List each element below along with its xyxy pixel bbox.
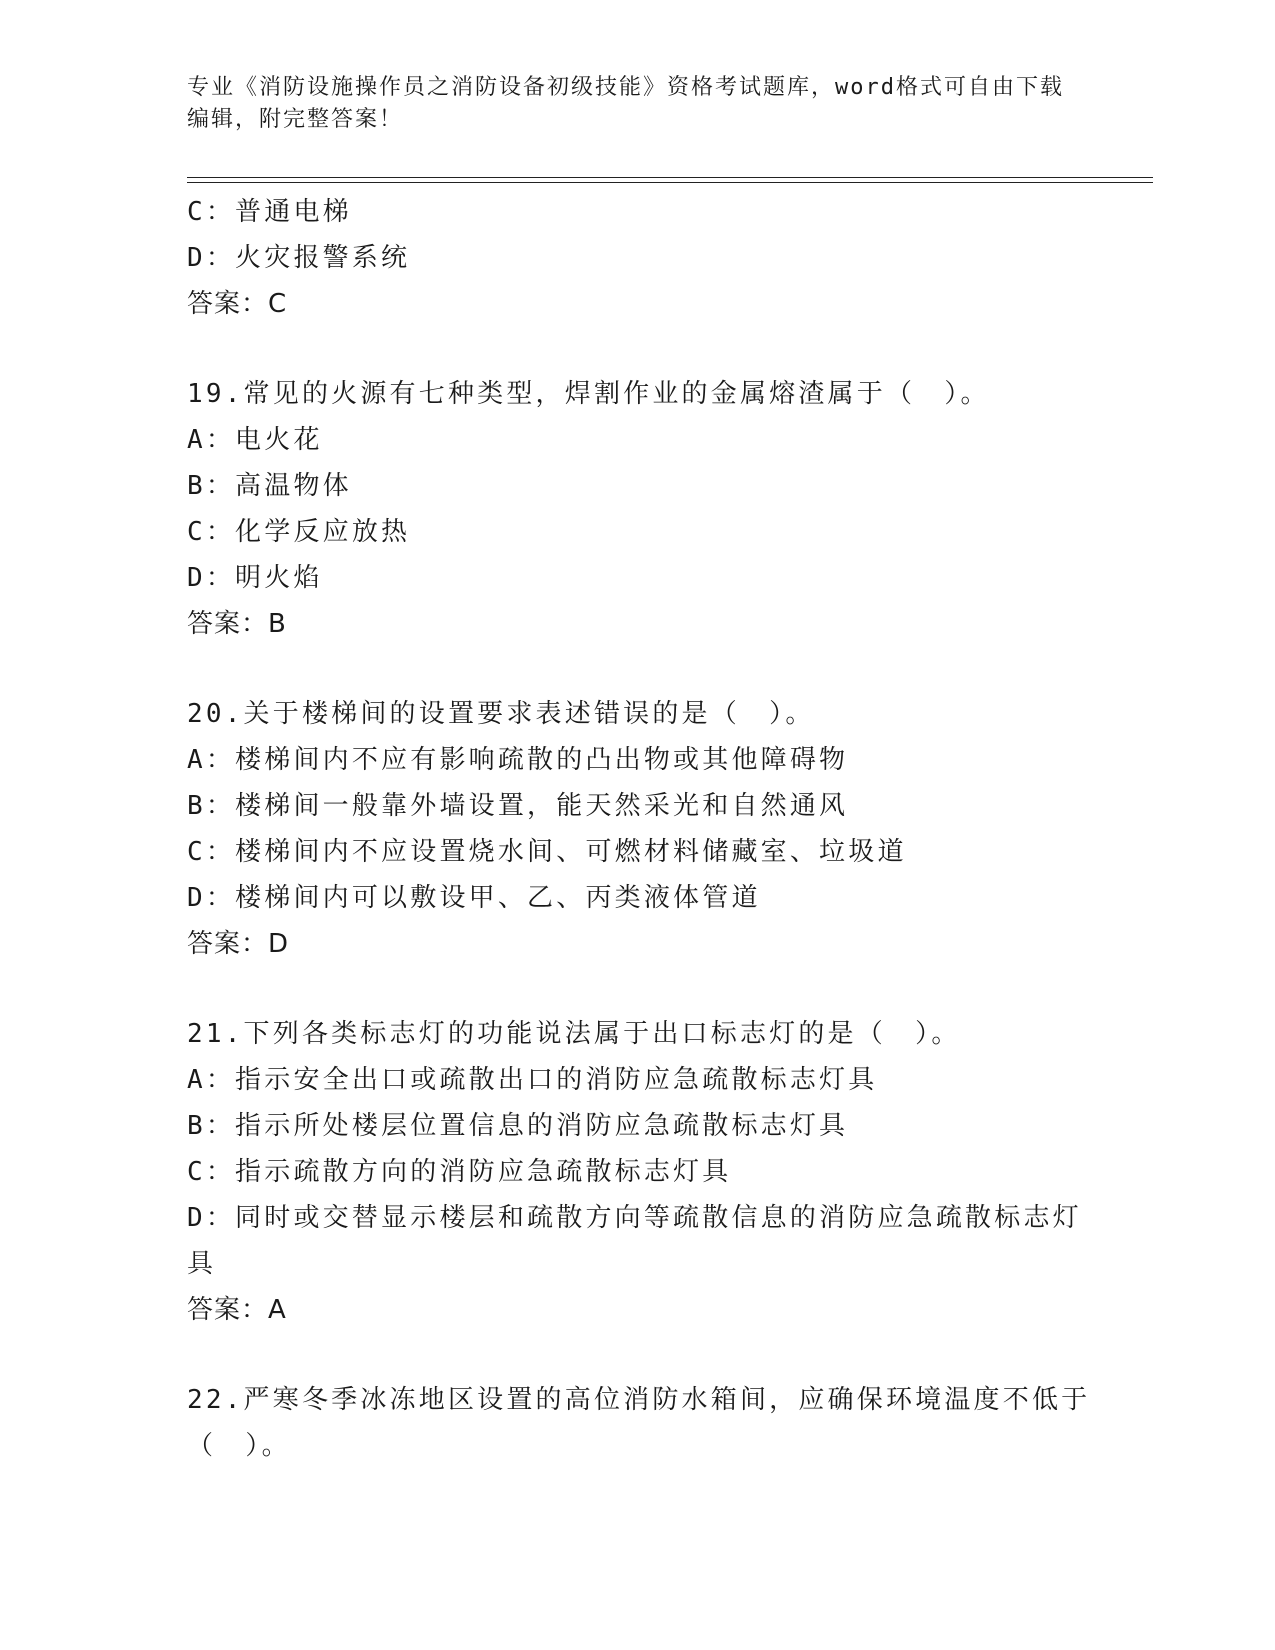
answer-line: 答案：B [187,609,287,639]
question-text: 21.下列各类标志灯的功能说法属于出口标志灯的是（ ）。 [187,1019,961,1049]
option-b: B：楼梯间一般靠外墙设置，能天然采光和自然通风 [187,791,849,821]
answer-line: 答案：D [187,929,290,959]
option-b: B：指示所处楼层位置信息的消防应急疏散标志灯具 [187,1111,849,1141]
option-c: C：化学反应放热 [187,517,411,547]
question-text: 19.常见的火源有七种类型，焊割作业的金属熔渣属于（ ）。 [187,379,990,409]
question-text: 20.关于楼梯间的设置要求表述错误的是（ ）。 [187,699,815,729]
question-block-19 [187,371,1087,647]
option-d: D：楼梯间内可以敷设甲、乙、丙类液体管道 [187,883,761,913]
header-divider-top [187,177,1153,178]
option-a: A：楼梯间内不应有影响疏散的凸出物或其他障碍物 [187,745,849,775]
option-a: A：指示安全出口或疏散出口的消防应急疏散标志灯具 [187,1065,878,1095]
option-a: A：电火花 [187,425,323,455]
question-block-21 [187,1011,1087,1333]
answer-line: 答案：C [187,289,288,319]
option-c: C：楼梯间内不应设置烧水间、可燃材料储藏室、垃圾道 [187,837,907,867]
option-b: B：高温物体 [187,471,352,501]
document-header [187,72,1067,136]
option-d-continued: 具 [187,1249,217,1279]
option-d: D：火灾报警系统 [187,243,411,273]
question-text-continued: （ ）。 [187,1431,291,1461]
header-text: 专业《消防设施操作员之消防设备初级技能》资格考试题库，word格式可自由下载编辑，附完整答案！ [187,75,1064,132]
option-c: C：普通电梯 [187,197,352,227]
question-block-22 [187,1377,1091,1469]
question-block-20 [187,691,1087,967]
option-d: D：明火焰 [187,563,323,593]
header-divider-bottom [187,182,1153,183]
option-c: C：指示疏散方向的消防应急疏散标志灯具 [187,1157,732,1187]
option-d: D：同时或交替显示楼层和疏散方向等疏散信息的消防应急疏散标志灯 [187,1203,1082,1233]
question-text: 22.严寒冬季冰冻地区设置的高位消防水箱间，应确保环境温度不低于 [187,1385,1091,1415]
answer-line: 答案：A [187,1295,287,1325]
question-block-18-continued [187,189,1087,327]
question-list [187,189,1091,1469]
